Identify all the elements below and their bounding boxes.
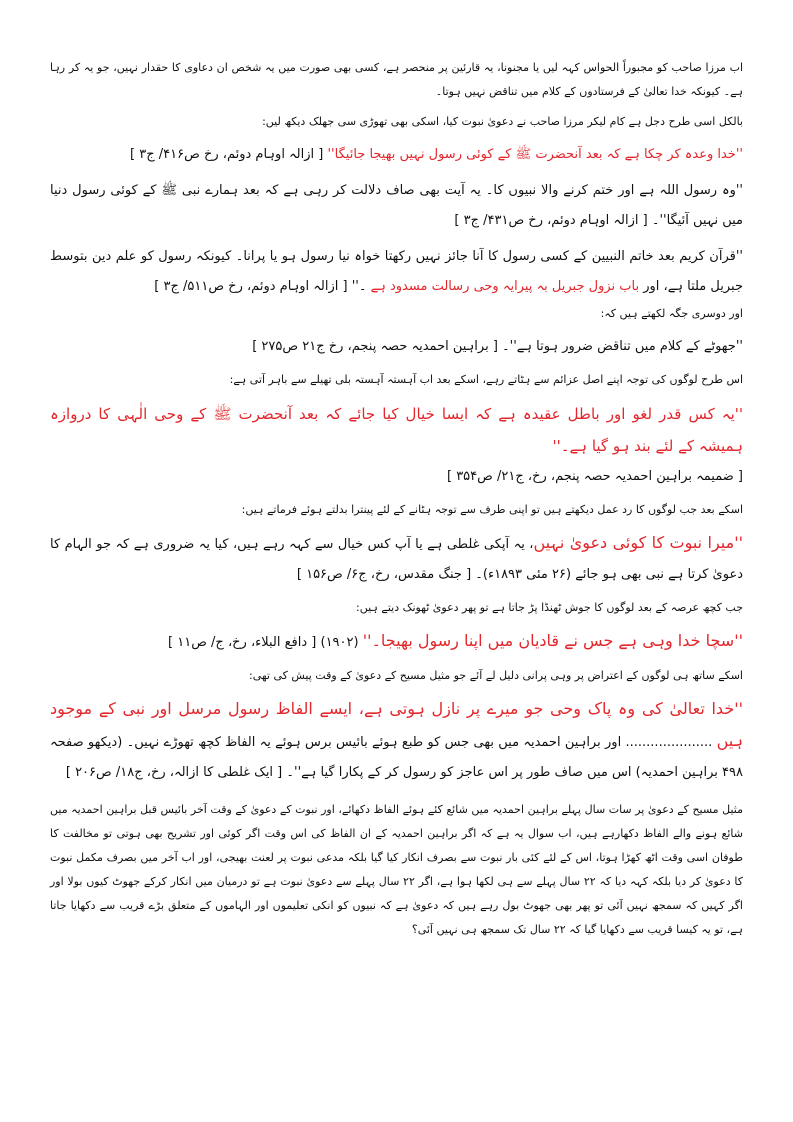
quote-6-rest: ، یہ آپکی غلطی ہے یا آپ کس خیال سے کہہ رہے ہیں، کیا یہ ضروری ہے کہ جو الہام کا دعویٰ کرتا ہے نبی بھی ہو جائے (۲۶ مئی ۱۸۹۳ء)۔ [ جنگ مقدس، رخ، ج۶/ ص۱۵۶ ]: [50, 537, 743, 582]
quote-5-highlight: ''یہ کس قدر لغو اور باطل عقیدہ ہے کہ ایسا خیال کیا جائے کہ بعد آنحضرت ﷺ کے وحی الٰہی کا دروازہ ہمیشہ کے لئے بند ہو گیا ہے۔'': [50, 405, 743, 455]
quote-3: [50, 242, 743, 302]
paragraph-old-argument: اسکے ساتھ ہی لوگوں کے اعتراض پر وہی پرانی دلیل لے آئے جو مثیل مسیح کے دعویٰ کے وقت پیش کی تھی:: [248, 669, 743, 682]
quote-7: [50, 626, 743, 658]
quote-8-highlight: ''خدا تعالیٰ کی وہ پاک وحی جو میرے پر نازل ہوتی ہے، ایسے الفاظ رسول مرسل اور نبی کے موجود ہیں: [50, 699, 743, 750]
quote-1: [50, 140, 743, 170]
quote-5-reference: [ ضمیمہ براہین احمدیہ حصہ پنجم، رخ، ج۲۱/ ص۳۵۴ ]: [446, 469, 743, 484]
paragraph-another-place: اور دوسری جگہ لکھتے ہیں کہ:: [600, 307, 743, 320]
paragraph-claim-again: جب کچھ عرصہ کے بعد لوگوں کا جوش ٹھنڈا پڑ جاتا ہے تو پھر دعویٰ ٹھونک دیتے ہیں:: [356, 601, 743, 614]
paragraph-transition: اس طرح لوگوں کی توجہ اپنے اصل عزائم سے ہٹاتے رہے، اسکے بعد اب آہستہ آہستہ بلی تھیلے سے باہر آتی ہے:: [229, 373, 743, 386]
quote-3-main: ''قرآن کریم بعد خاتم النبیین کے کسی رسول کا آنا جائز نہیں رکھتا خواہ نیا رسول ہو یا پرانا۔ کیونکہ رسول کو علم دین بتوسط جبریل ملتا ہے، اور: [50, 249, 743, 294]
quote-7-reference: (۱۹۰۲) [ دافع البلاء، رخ، ج/ ص۱۱ ]: [168, 635, 359, 650]
paragraph-claim-intro: بالکل اسی طرح دجل ہے کام لیکر مرزا صاحب نے دعویٰ نبوت کیا، اسکی بھی تھوڑی سی جھلک دیکھ لیں:: [262, 115, 743, 128]
quote-8: [50, 694, 743, 788]
quote-6: [50, 528, 743, 590]
quote-6-highlight: ''میرا نبوت کا کوئی دعویٰ نہیں: [533, 533, 744, 552]
paragraph-conclusion: مثیل مسیح کے دعویٰ پر سات سال پہلے براہین احمدیہ میں شائع کئے ہوئے الفاظ دکھائے، اور نبوت کے دعویٰ کے وقت آخر بائیس قبل براہین احمدیہ میں شائع ہونے والے الفاظ دکھارہے ہیں، اب سوال یہ ہے کہ اگر براہین احمدیہ کے ان الفاظ کی اس وقت اگر کوئی اور تشریح بھی ہوتی تو مخالفت کا طوفان اسی وقت اٹھ کھڑا ہوتا، اس کے لئے کئی بار نبوت سے بصرف انکار کیا گیا بلکہ مدعی نبوت پر لعنت بھیجی، اور اب آخر میں بصرف مکمل نبوت کا دعویٰ کر دیا بلکہ کہہ دیا کہ ۲۲ سال پہلے سے ہی لکھا ہوا ہے، اگر ۲۲ سال پہلے سے دعویٰ نبوت ہے تو درمیان میں انکار کرکے جھوٹ کیوں بولا اور اگر کہیں کہ سمجھ نہیں آئی تو پھر بھی جھوٹ بول رہے ہیں کہ دعویٰ ہے کہ نبیوں کو انکی تعلیموں اور الہاموں کے متعلق بڑے قریب سے دکھایا جاتا ہے، تو یہ کیسا قریب سے دکھایا گیا کہ ۲۲ سال تک سمجھ ہی نہیں آئی؟: [50, 803, 743, 936]
quote-1-reference: [ ازالہ اوہام دوئم، رخ ص۴۱۶/ ج۳ ]: [130, 147, 324, 162]
quote-1-highlight: ''خدا وعدہ کر چکا ہے کہ بعد آنحضرت ﷺ کے کوئی رسول نہیں بھیجا جائیگا'': [327, 147, 743, 162]
quote-3-reference: ۔'' [ ازالہ اوہام دوئم، رخ ص۵۱۱/ ج۳ ]: [154, 279, 367, 294]
quote-7-highlight: ''سچا خدا وہی ہے جس نے قادیان میں اپنا رسول بھیجا۔'': [362, 631, 743, 650]
paragraph-reaction: اسکے بعد جب لوگوں کا رد عمل دیکھتے ہیں تو اپنی طرف سے توجہ ہٹانے کے لئے پینترا بدلتے ہوئے فرماتے ہیں:: [241, 503, 743, 516]
quote-5: [50, 398, 743, 462]
quote-8-rest: ..................... اور براہین احمدیہ میں بھی جس کو طبع ہوئے بائیس برس ہوئے یہ الفاظ کچھ تھوڑے نہیں۔ (دیکھو صفحہ ۴۹۸ براہین احمدیہ) اس میں صاف طور پر اس عاجز کو رسول کر کے پکارا گیا ہے''۔ [ ایک غلطی کا ازالہ، رخ، ج۱۸/ ص۲۰۶ ]: [50, 735, 743, 780]
paragraph-intro: اب مرزا صاحب کو مجبوراً الحواس کہہ لیں یا مجنونا، یہ قارئین پر منحصر ہے، کسی بھی صورت میں یہ شخص ان دعاوی کا حقدار نہیں، جو یہ کر رہا ہے۔ کیونکہ خدا تعالیٰ کے فرستادوں کے کلام میں تناقض نہیں ہوتا۔: [50, 61, 743, 98]
quote-2: ''وہ رسول اللہ ہے اور ختم کرنے والا نبیوں کا۔ یہ آیت بھی صاف دلالت کر رہی ہے کہ بعد ہمارے نبی ﷺ کے کوئی رسول دنیا میں نہیں آئیگا''۔ [ ازالہ اوہام دوئم، رخ ص۴۳۱/ ج۳ ]: [50, 183, 743, 228]
quote-3-highlight: باب نزول جبریل بہ پیرایہ وحی رسالت مسدود ہے: [370, 279, 640, 294]
quote-4: ''جھوٹے کے کلام میں تناقض ضرور ہوتا ہے''۔ [ براہین احمدیہ حصہ پنجم، رخ ج۲۱ ص۲۷۵ ]: [252, 339, 743, 354]
